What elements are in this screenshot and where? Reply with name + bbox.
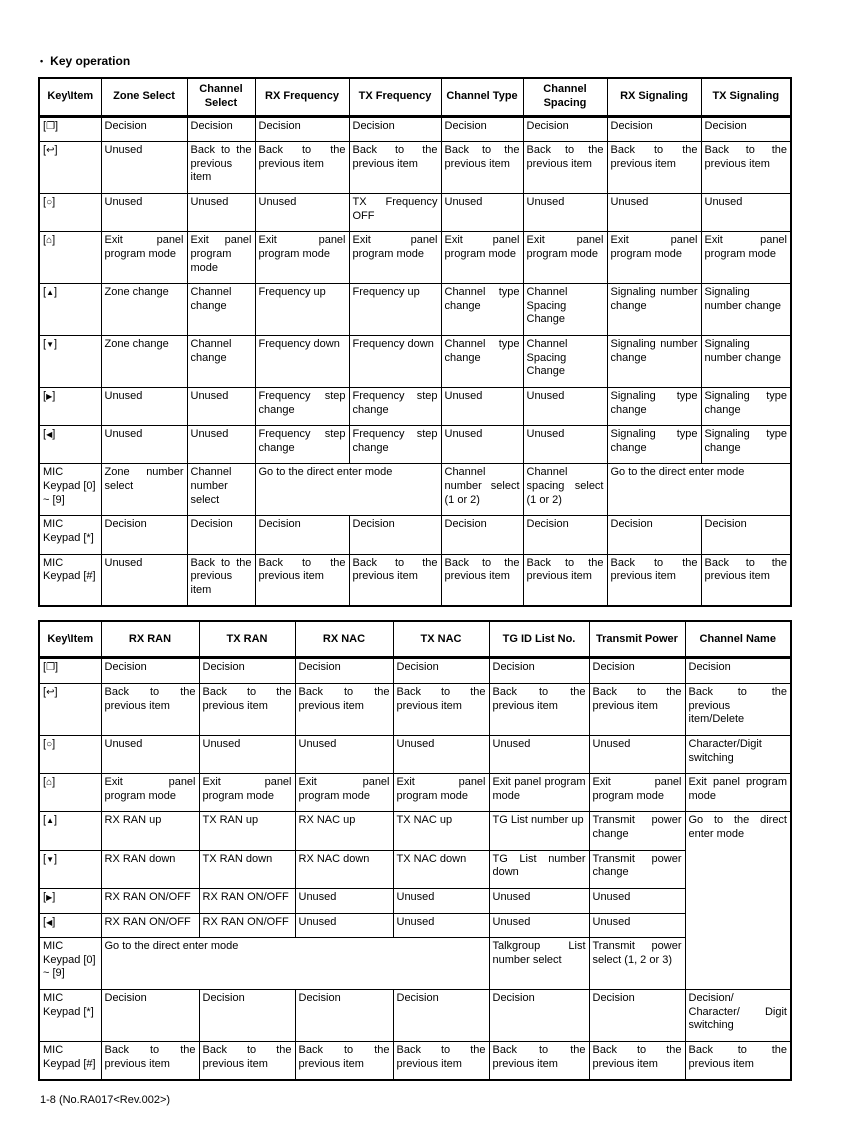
circle-key: [○] [39, 735, 101, 773]
table-cell: Back to the previous item [101, 684, 199, 736]
table-cell: Decision [701, 516, 791, 554]
table-cell: Unused [393, 913, 489, 938]
table-cell: Exit panel program mode [393, 774, 489, 812]
table-cell: Exit panel program mode [295, 774, 393, 812]
table-row [39, 913, 791, 938]
table-cell: Unused [441, 194, 523, 232]
table-cell: Decision [199, 990, 295, 1042]
table-row [39, 735, 791, 773]
table-row [39, 232, 791, 284]
table-row [39, 938, 791, 990]
table-cell: Back to the previous item [187, 554, 255, 606]
right-key: [▶] [39, 387, 101, 425]
table-cell: Channel number select (1 or 2) [441, 464, 523, 516]
table-cell: Back to the previous item [441, 554, 523, 606]
down-key: [▼] [39, 850, 101, 888]
display-key: [❐] [39, 116, 101, 142]
table-row [39, 812, 791, 850]
table-cell: Unused [101, 194, 187, 232]
table-cell: Back to the previous item [489, 1041, 589, 1080]
table-cell: Unused [101, 426, 187, 464]
table-cell: Exit panel program mode [101, 774, 199, 812]
table-cell: Channel type change [441, 284, 523, 336]
table-cell: Signaling number change [607, 336, 701, 388]
table-cell: Exit panel program mode [701, 232, 791, 284]
table-cell: Signaling number change [701, 284, 791, 336]
table-cell: Signaling number change [607, 284, 701, 336]
table-row [39, 464, 791, 516]
left-arrow-key-icon: ◀ [46, 430, 53, 440]
section-title-label: Key operation [50, 54, 131, 68]
table-cell: Back to the previous item [349, 142, 441, 194]
column-header: TX Signaling [701, 78, 791, 116]
table-cell: TX NAC down [393, 850, 489, 888]
table-cell: Back to the previous item [701, 554, 791, 606]
table-row [39, 990, 791, 1042]
table-cell: Decision [187, 516, 255, 554]
table-cell: Decision [295, 990, 393, 1042]
table-cell: Unused [701, 194, 791, 232]
table-cell: Decision [441, 116, 523, 142]
table-cell: Unused [489, 888, 589, 913]
table-cell: Go to the direct enter mode [101, 938, 489, 990]
table-cell: Unused [589, 913, 685, 938]
table-cell: Back to the previous item [701, 142, 791, 194]
table-cell: RX RAN ON/OFF [199, 913, 295, 938]
table-cell: Back to the previous item [393, 1041, 489, 1080]
table-cell: Unused [523, 387, 607, 425]
table-cell: Frequency down [349, 336, 441, 388]
table-cell: Unused [187, 194, 255, 232]
table-cell: Signaling type change [701, 387, 791, 425]
page-number-footer: 1-8 (No.RA017<Rev.002>) [40, 1094, 171, 1107]
home-key: [⌂] [39, 232, 101, 284]
table-cell: RX RAN up [101, 812, 199, 850]
table-cell: RX RAN ON/OFF [101, 913, 199, 938]
table-cell: Talkgroup List number select [489, 938, 589, 990]
table-row [39, 554, 791, 606]
table-cell: Unused [187, 426, 255, 464]
table-cell: Signaling type change [701, 426, 791, 464]
table-cell: Frequency up [255, 284, 349, 336]
table-cell: Back to the previous item [523, 142, 607, 194]
circle-key: [○] [39, 194, 101, 232]
mic-keypad-0-9: MIC Keypad [0] ~ [9] [39, 938, 101, 990]
table-cell: Decision [255, 516, 349, 554]
table-cell: Decision [101, 658, 199, 684]
table-cell: Unused [187, 387, 255, 425]
table-cell: Decision [101, 990, 199, 1042]
table-cell: Character/Digit switching [685, 735, 791, 773]
table-cell: Back to the previous item [199, 1041, 295, 1080]
table-cell: Unused [523, 426, 607, 464]
table-cell: Zone change [101, 284, 187, 336]
left-arrow-key-icon: ◀ [46, 917, 53, 927]
table-cell: Back to the previous item [607, 554, 701, 606]
table-cell: Signaling type change [607, 387, 701, 425]
mic-keypad-star: MIC Keypad [*] [39, 990, 101, 1042]
table-cell: Back to the previous item [255, 554, 349, 606]
column-header: TX RAN [199, 621, 295, 658]
table-cell: Exit panel program mode [349, 232, 441, 284]
table-cell: Channel Spacing Change [523, 336, 607, 388]
table-row [39, 387, 791, 425]
table-row [39, 426, 791, 464]
key-operation-table-2 [38, 620, 792, 1081]
table-cell: Back to the previous item [523, 554, 607, 606]
table-row [39, 336, 791, 388]
circle-key-icon: ○ [46, 197, 53, 208]
column-header: TX NAC [393, 621, 489, 658]
up-key: [▲] [39, 812, 101, 850]
table-cell: Back to the previous item [255, 142, 349, 194]
column-header: Channel Name [685, 621, 791, 658]
table-cell: Frequency down [255, 336, 349, 388]
table-cell: Unused [589, 888, 685, 913]
table-cell: RX NAC down [295, 850, 393, 888]
table-cell: Transmit power select (1, 2 or 3) [589, 938, 685, 990]
table-cell: Decision [607, 516, 701, 554]
table-cell: Decision [607, 116, 701, 142]
table-cell: Decision [255, 116, 349, 142]
table-cell: Exit panel program mode [523, 232, 607, 284]
table-cell: Go to the direct enter mode [607, 464, 791, 516]
table-row [39, 658, 791, 684]
display-key-icon: ❐ [46, 662, 56, 674]
mic-keypad-0-9: MIC Keypad [0] ~ [9] [39, 464, 101, 516]
table-cell: Exit panel program mode [255, 232, 349, 284]
column-header: RX Signaling [607, 78, 701, 116]
display-key-icon: ❐ [46, 120, 56, 132]
table-row [39, 284, 791, 336]
back-key: [↩] [39, 684, 101, 736]
home-key-icon: ⌂ [46, 235, 53, 247]
table-cell: Decision [441, 516, 523, 554]
table-row [39, 774, 791, 812]
table-cell: Back to the previous item [349, 554, 441, 606]
table-cell: Decision [295, 658, 393, 684]
mic-keypad-hash: MIC Keypad [#] [39, 1041, 101, 1080]
table-cell: Unused [101, 142, 187, 194]
table-cell: Unused [101, 387, 187, 425]
table-cell: Transmit power change [589, 812, 685, 850]
header-row [39, 621, 791, 658]
table-cell: Unused [441, 387, 523, 425]
table-cell: Decision [489, 658, 589, 684]
table-cell: Unused [393, 735, 489, 773]
table-cell: Back to the previous item [589, 684, 685, 736]
table-row [39, 142, 791, 194]
table-cell: Channel change [187, 336, 255, 388]
table-cell: RX RAN ON/OFF [101, 888, 199, 913]
table-cell: Unused [489, 913, 589, 938]
table-cell: Exit panel program mode [489, 774, 589, 812]
table-row [39, 194, 791, 232]
table-cell: Zone number select [101, 464, 187, 516]
table-cell: Unused [101, 554, 187, 606]
table-cell: Exit panel program mode [199, 774, 295, 812]
table-cell: Decision [701, 116, 791, 142]
column-header: Channel Select [187, 78, 255, 116]
table-cell: Signaling number change [701, 336, 791, 388]
left-key: [◀] [39, 426, 101, 464]
header-row [39, 78, 791, 116]
table-cell: Channel Spacing Change [523, 284, 607, 336]
home-key: [⌂] [39, 774, 101, 812]
right-arrow-key-icon: ▶ [46, 391, 53, 401]
table-cell: Frequency up [349, 284, 441, 336]
table-cell: Unused [523, 194, 607, 232]
up-key: [▲] [39, 284, 101, 336]
column-header: Key\Item [39, 78, 101, 116]
table-cell: Frequency step change [255, 387, 349, 425]
table-cell: Signaling type change [607, 426, 701, 464]
column-header: Key\Item [39, 621, 101, 658]
table-cell: Go to the direct enter mode [685, 812, 791, 990]
table-cell: Unused [255, 194, 349, 232]
table-cell: Unused [199, 735, 295, 773]
table-cell: Frequency step change [349, 426, 441, 464]
circle-key-icon: ○ [46, 738, 53, 750]
table-cell: Decision [199, 658, 295, 684]
down-arrow-key-icon: ▼ [46, 340, 54, 349]
table-cell: Exit panel program mode [607, 232, 701, 284]
table-row [39, 516, 791, 554]
table-cell: Decision [393, 658, 489, 684]
table-cell: Decision [187, 116, 255, 142]
table-cell: Back to the previous item [607, 142, 701, 194]
table-cell: Channel number select [187, 464, 255, 516]
table-row [39, 684, 791, 736]
column-header: RX RAN [101, 621, 199, 658]
column-header: RX Frequency [255, 78, 349, 116]
table-cell: Decision [349, 116, 441, 142]
table-cell: Decision [523, 516, 607, 554]
table-cell: Exit panel program mode [589, 774, 685, 812]
table-cell: Unused [589, 735, 685, 773]
mic-keypad-hash: MIC Keypad [#] [39, 554, 101, 606]
table-cell: Back to the previous item [101, 1041, 199, 1080]
table-cell: Back to the previous item [589, 1041, 685, 1080]
table-cell: Unused [295, 913, 393, 938]
table-cell: Zone change [101, 336, 187, 388]
table-row [39, 850, 791, 888]
table-row [39, 888, 791, 913]
column-header: TG ID List No. [489, 621, 589, 658]
table-cell: Exit panel program mode [441, 232, 523, 284]
column-header: Channel Spacing [523, 78, 607, 116]
table-cell: Decision [101, 516, 187, 554]
table-cell: Decision [589, 658, 685, 684]
down-key: [▼] [39, 336, 101, 388]
table-cell: Frequency step change [349, 387, 441, 425]
table-cell: Unused [295, 735, 393, 773]
table-cell: Back to the previous item [295, 684, 393, 736]
table-cell: Decision [349, 516, 441, 554]
table-cell: Decision/ Character/ Digit switching [685, 990, 791, 1042]
table-cell: Back to the previous item [295, 1041, 393, 1080]
table-cell: Decision [489, 990, 589, 1042]
table-cell: TX NAC up [393, 812, 489, 850]
table-cell: TG List number down [489, 850, 589, 888]
column-header: Transmit Power [589, 621, 685, 658]
column-header: Channel Type [441, 78, 523, 116]
table-cell: Frequency step change [255, 426, 349, 464]
table-cell: Back to the previous item [393, 684, 489, 736]
down-arrow-key-icon: ▼ [46, 854, 54, 864]
up-arrow-key-icon: ▲ [46, 288, 54, 298]
table-cell: TX RAN down [199, 850, 295, 888]
table-cell: TX Frequency OFF [349, 194, 441, 232]
table-cell: Decision [393, 990, 489, 1042]
table-cell: Go to the direct enter mode [255, 464, 441, 516]
table-cell: Channel type change [441, 336, 523, 388]
table-cell: Unused [489, 735, 589, 773]
column-header: RX NAC [295, 621, 393, 658]
table-cell: Back to the previous item [489, 684, 589, 736]
table-cell: Exit panel program mode [685, 774, 791, 812]
table-cell: Decision [101, 116, 187, 142]
bullet-icon: • [40, 56, 44, 66]
table-cell: Transmit power change [589, 850, 685, 888]
back-arrow-key-icon: ↩ [46, 145, 55, 157]
column-header: TX Frequency [349, 78, 441, 116]
table-cell: TX RAN up [199, 812, 295, 850]
left-key: [◀] [39, 913, 101, 938]
table-cell: Unused [441, 426, 523, 464]
right-key: [▶] [39, 888, 101, 913]
back-arrow-key-icon: ↩ [46, 687, 55, 698]
table-cell: Channel spacing select (1 or 2) [523, 464, 607, 516]
display-key: [❐] [39, 658, 101, 684]
table-cell: RX RAN ON/OFF [199, 888, 295, 913]
table-cell: RX RAN down [101, 850, 199, 888]
back-key: [↩] [39, 142, 101, 194]
section-title [40, 54, 830, 68]
table-cell: Channel change [187, 284, 255, 336]
table-cell: Unused [607, 194, 701, 232]
table-row [39, 1041, 791, 1080]
up-arrow-key-icon: ▲ [46, 816, 54, 826]
table-cell: Back to the previous item/Delete [685, 684, 791, 736]
table-cell: Decision [589, 990, 685, 1042]
table-cell: Exit panel program mode [187, 232, 255, 284]
table-cell: Decision [685, 658, 791, 684]
right-arrow-key-icon: ▶ [46, 892, 53, 902]
table-cell: Back to the previous item [441, 142, 523, 194]
table-cell: Unused [295, 888, 393, 913]
table-cell: Back to the previous item [685, 1041, 791, 1080]
column-header: Zone Select [101, 78, 187, 116]
table-row [39, 116, 791, 142]
key-operation-table-1 [38, 77, 792, 607]
mic-keypad-star: MIC Keypad [*] [39, 516, 101, 554]
table-cell: Unused [393, 888, 489, 913]
table-cell: Back to the previous item [187, 142, 255, 194]
table-cell: RX NAC up [295, 812, 393, 850]
table-cell: Decision [523, 116, 607, 142]
table-cell: Unused [101, 735, 199, 773]
table-cell: Exit panel program mode [101, 232, 187, 284]
table-cell: TG List number up [489, 812, 589, 850]
home-key-icon: ⌂ [46, 777, 53, 789]
table-cell: Back to the previous item [199, 684, 295, 736]
